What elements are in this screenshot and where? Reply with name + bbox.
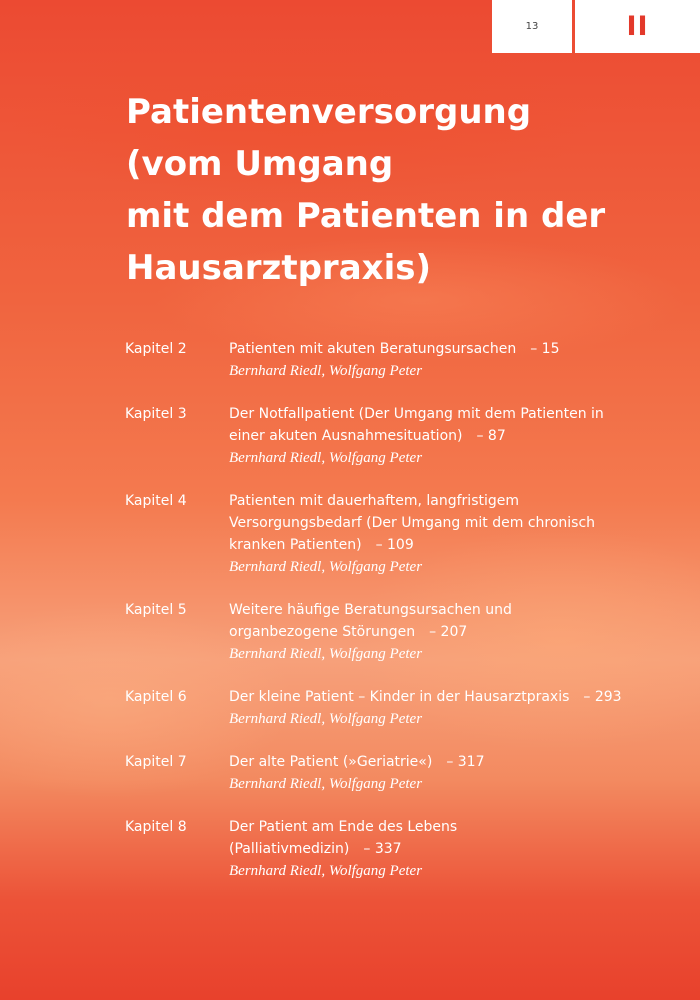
part-title-line: Patientenversorgung <box>126 92 532 132</box>
chapter-title <box>229 338 685 360</box>
chapter-title <box>229 686 685 708</box>
chapter-label: Kapitel 5 <box>125 602 187 618</box>
toc-entry[interactable] <box>125 490 685 578</box>
page-number-tab <box>492 0 572 53</box>
chapter-title-line <box>229 338 685 360</box>
chapter-title-text: (Palliativmedizin) <box>229 841 350 857</box>
chapter-title-line <box>229 425 685 447</box>
part-title <box>126 86 666 294</box>
chapter-title <box>229 599 685 643</box>
chapter-title-text: kranken Patienten) <box>229 537 362 553</box>
chapter-authors: Bernhard Riedl, Wolfgang Peter <box>229 363 423 379</box>
chapter-authors: Bernhard Riedl, Wolfgang Peter <box>229 776 423 792</box>
chapter-title <box>229 816 685 860</box>
toc-entry[interactable] <box>125 751 685 795</box>
chapter-authors: Bernhard Riedl, Wolfgang Peter <box>229 646 423 662</box>
chapter-title-text: organbezogene Störungen <box>229 624 416 640</box>
part-title-line: mit dem Patienten in der <box>126 196 606 236</box>
toc-entry[interactable] <box>125 599 685 665</box>
chapter-title-line <box>229 686 685 708</box>
chapter-authors: Bernhard Riedl, Wolfgang Peter <box>229 559 423 575</box>
toc-entry-body <box>229 403 685 469</box>
chapter-label: Kapitel 4 <box>125 493 187 509</box>
chapter-title-line <box>229 816 685 838</box>
part-title-line: Hausarztpraxis) <box>126 248 432 288</box>
chapter-label: Kapitel 6 <box>125 689 187 705</box>
chapter-title-line <box>229 403 685 425</box>
chapter-title-line <box>229 512 685 534</box>
chapter-page-ref[interactable]: – 337 <box>363 841 402 857</box>
toc-entry[interactable] <box>125 816 685 882</box>
toc-entry[interactable] <box>125 686 685 730</box>
chapter-title <box>229 403 685 447</box>
chapter-title-line <box>229 838 685 860</box>
chapter-title-text: Weitere häufige Beratungsursachen und <box>229 602 512 618</box>
chapter-title-line <box>229 490 685 512</box>
toc-entry-body <box>229 338 685 382</box>
chapter-page-ref[interactable]: – 317 <box>446 754 485 770</box>
chapter-page-ref[interactable]: – 293 <box>583 689 622 705</box>
chapter-title-text: Der kleine Patient – Kinder in der Hausarztpraxis <box>229 689 570 705</box>
chapter-title-line <box>229 534 685 556</box>
chapter-page-ref[interactable]: – 109 <box>375 537 414 553</box>
toc-entry-body <box>229 816 685 882</box>
toc-entry-body <box>229 751 685 795</box>
chapter-title <box>229 490 685 556</box>
chapter-title-line <box>229 599 685 621</box>
chapter-label: Kapitel 2 <box>125 341 187 357</box>
chapter-page-ref[interactable]: – 15 <box>530 341 560 357</box>
toc-entry[interactable] <box>125 403 685 469</box>
chapter-authors: Bernhard Riedl, Wolfgang Peter <box>229 863 423 879</box>
chapter-authors: Bernhard Riedl, Wolfgang Peter <box>229 450 423 466</box>
chapter-title-text: Patienten mit dauerhaftem, langfristigem <box>229 493 520 509</box>
chapter-label: Kapitel 3 <box>125 406 187 422</box>
toc-entry-body <box>229 490 685 578</box>
toc-entry-body <box>229 599 685 665</box>
chapter-title-line <box>229 621 685 643</box>
chapter-title-text: einer akuten Ausnahmesituation) <box>229 428 463 444</box>
chapter-title-text: Versorgungsbedarf (Der Umgang mit dem chronisch <box>229 515 596 531</box>
chapter-page-ref[interactable]: – 207 <box>429 624 468 640</box>
page-number: 13 <box>525 21 539 32</box>
chapter-label: Kapitel 7 <box>125 754 187 770</box>
chapter-title-text: Der alte Patient (»Geriatrie«) <box>229 754 433 770</box>
table-of-contents <box>125 338 685 882</box>
toc-entry[interactable] <box>125 338 685 382</box>
part-title-line: (vom Umgang <box>126 144 394 184</box>
toc-entry-body <box>229 686 685 730</box>
chapter-title <box>229 751 685 773</box>
chapter-title-text: Der Notfallpatient (Der Umgang mit dem Patienten in <box>229 406 604 422</box>
chapter-title-text: Der Patient am Ende des Lebens <box>229 819 458 835</box>
chapter-page-ref[interactable]: – 87 <box>476 428 506 444</box>
chapter-authors: Bernhard Riedl, Wolfgang Peter <box>229 711 423 727</box>
chapter-title-text: Patienten mit akuten Beratungsursachen <box>229 341 517 357</box>
section-marker: II <box>626 11 649 42</box>
chapter-title-line <box>229 751 685 773</box>
section-marker-tab <box>575 0 700 53</box>
chapter-label: Kapitel 8 <box>125 819 187 835</box>
